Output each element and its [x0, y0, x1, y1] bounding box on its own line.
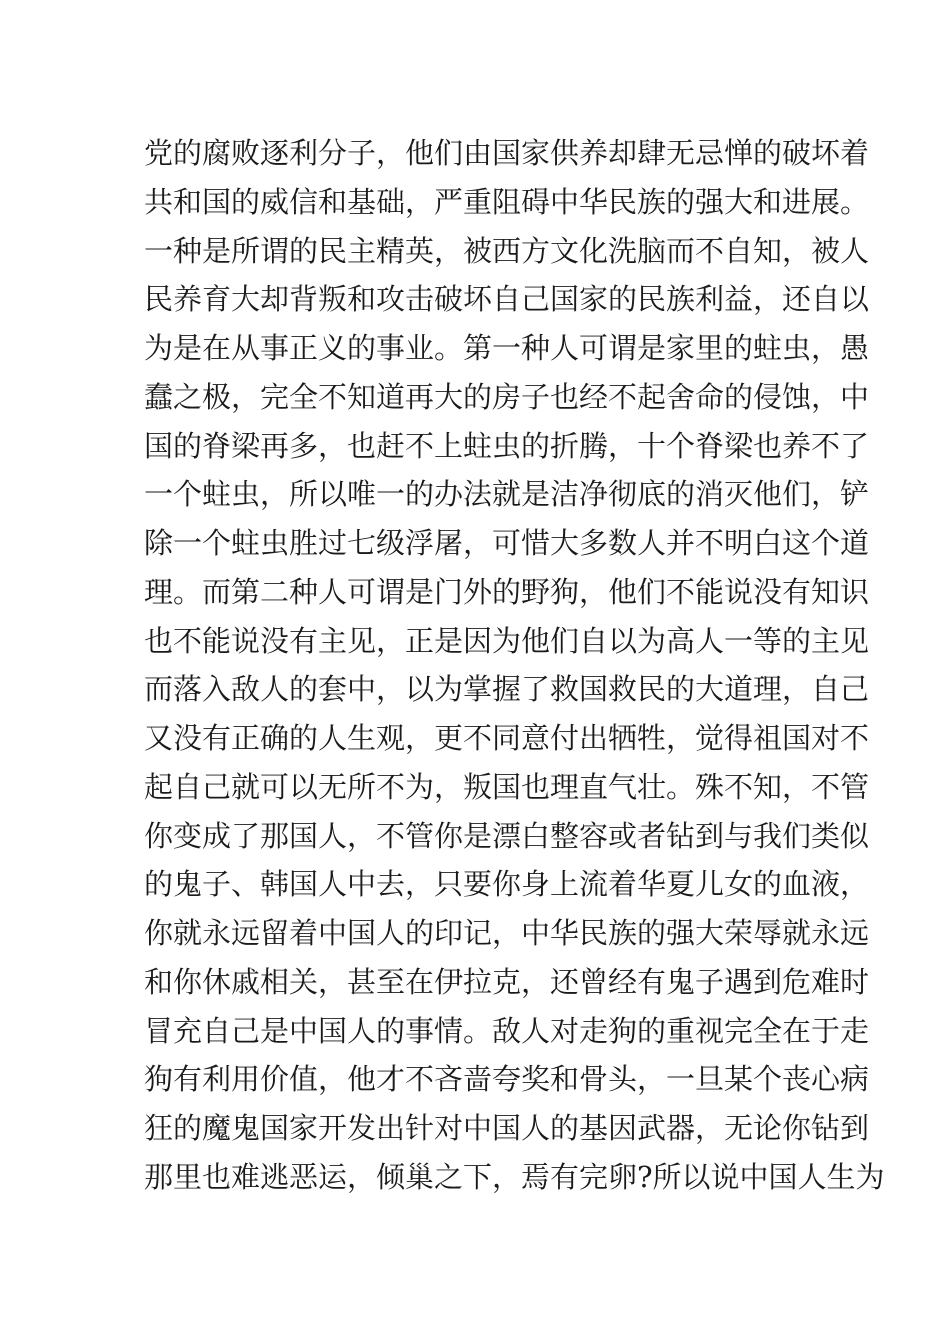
text-line: 民养育大却背叛和攻击破坏自己国家的民族利益，还自以 — [144, 282, 870, 317]
text-line: 你变成了那国人，不管你是漂白整容或者钻到与我们类似 — [144, 818, 870, 853]
text-line: 狗有利用价值，他才不吝啬夸奖和骨头，一旦某个丧心病 — [144, 1062, 870, 1097]
text-line: 的鬼子、韩国人中去，只要你身上流着华夏儿女的血液， — [144, 867, 870, 902]
text-line: 党的腐败逐利分子，他们由国家供养却肆无忌惮的破坏着 — [144, 136, 870, 170]
text-line: 一个蛀虫，所以唯一的办法就是洁净彻底的消灭他们，铲 — [144, 477, 870, 512]
text-line: 那里也难逃恶运，倾巢之下，焉有完卵?所以说中国人生为 — [144, 1159, 885, 1194]
text-line: 和你休戚相关，甚至在伊拉克，还曾经有鬼子遇到危难时 — [144, 964, 870, 999]
text-line: 你就永远留着中国人的印记，中华民族的强大荣辱就永远 — [144, 916, 870, 950]
text-line: 冒充自己是中国人的事情。敌人对走狗的重视完全在于走 — [144, 1013, 870, 1048]
text-line: 共和国的威信和基础，严重阻碍中华民族的强大和进展。 — [144, 184, 870, 219]
text-line: 除一个蛀虫胜过七级浮屠，可惜大多数人并不明白这个道 — [144, 526, 870, 560]
text-line: 蠢之极，完全不知道再大的房子也经不起舍命的侵蚀，中 — [144, 379, 870, 414]
text-line: 而落入敌人的套中，以为掌握了救国救民的大道理，自己 — [144, 672, 870, 707]
text-line: 国的脊梁再多，也赶不上蛀虫的折腾，十个脊梁也养不了 — [144, 428, 870, 463]
text-line: 为是在从事正义的事业。第一种人可谓是家里的蛀虫，愚 — [144, 331, 870, 365]
text-line: 狂的魔鬼国家开发出针对中国人的基因武器，无论你钻到 — [144, 1111, 870, 1145]
text-line: 一种是所谓的民主精英，被西方文化洗脑而不自知，被人 — [144, 233, 870, 268]
text-line: 又没有正确的人生观，更不同意付出牺牲，觉得祖国对不 — [144, 721, 870, 755]
body-text — [144, 129, 885, 1202]
text-line: 理。而第二种人可谓是门外的野狗，他们不能说没有知识 — [144, 574, 870, 609]
text-line: 也不能说没有主见，正是因为他们自以为高人一等的主见 — [144, 623, 870, 658]
text-line: 起自己就可以无所不为，叛国也理直气壮。殊不知，不管 — [144, 769, 870, 804]
